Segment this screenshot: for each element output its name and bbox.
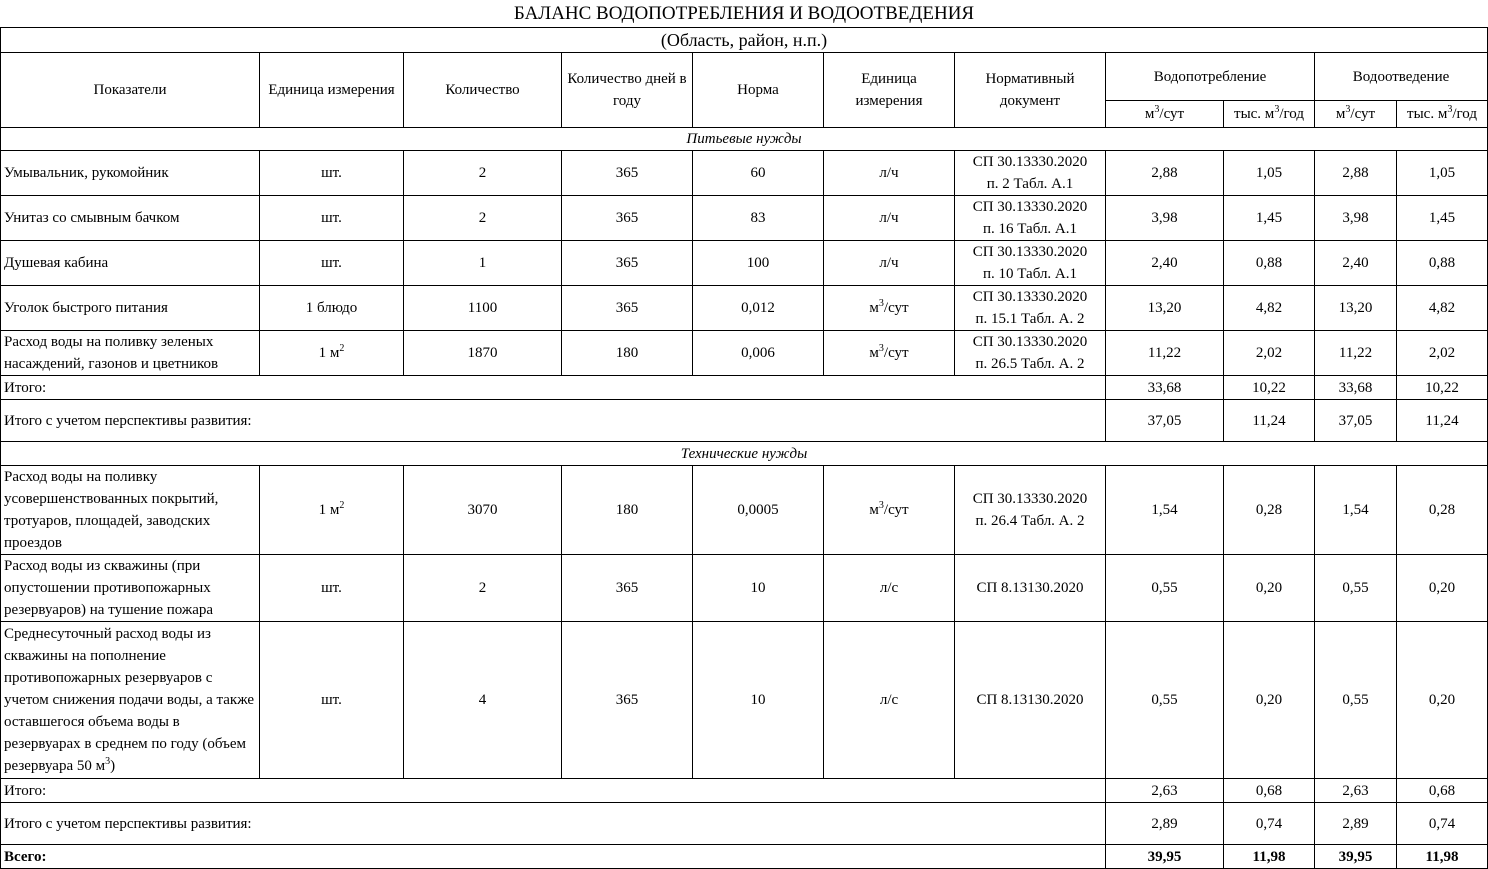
cell-consumption-day: 2,40 <box>1106 241 1224 286</box>
table-row <box>1 466 1488 555</box>
grand-total-consumption-year: 11,98 <box>1224 845 1315 869</box>
cell-norm-unit: л/ч <box>824 196 955 241</box>
cell-norm-unit: л/ч <box>824 241 955 286</box>
cell-quantity: 3070 <box>404 466 562 555</box>
cell-unit: 1 $м^2$ <box>260 331 404 376</box>
total-dev-disposal-day: 37,05 <box>1315 400 1397 442</box>
cell-disposal-day: 2,88 <box>1315 151 1397 196</box>
cell-document: СП 30.13330.2020 п. 2 Табл. А.1 <box>955 151 1106 196</box>
page-title: БАЛАНС ВОДОПОТРЕБЛЕНИЯ И ВОДООТВЕДЕНИЯ <box>1 1 1488 28</box>
cell-days: 180 <box>562 466 693 555</box>
table-row <box>1 286 1488 331</box>
total-dev-disposal-day: 2,89 <box>1315 803 1397 845</box>
total-disposal-day: 2,63 <box>1315 779 1397 803</box>
cell-days: 365 <box>562 196 693 241</box>
cell-norm: 83 <box>693 196 824 241</box>
cell-consumption-day: 13,20 <box>1106 286 1224 331</box>
table-row <box>1 196 1488 241</box>
cell-disposal-day: 0,55 <box>1315 555 1397 622</box>
total-dev-disposal-year: 0,74 <box>1397 803 1488 845</box>
header-document: Нормативный документ <box>955 53 1106 128</box>
total-row <box>1 376 1488 400</box>
cell-norm: 0,0005 <box>693 466 824 555</box>
grand-total-disposal-day: 39,95 <box>1315 845 1397 869</box>
total-label: Итого: <box>1 779 1106 803</box>
cell-norm-unit: л/с <box>824 555 955 622</box>
cell-days: 180 <box>562 331 693 376</box>
total-dev-label: Итого с учетом перспективы развития: <box>1 400 1106 442</box>
cell-consumption-year: 1,05 <box>1224 151 1315 196</box>
cell-disposal-year: 1,45 <box>1397 196 1488 241</box>
cell-norm: 0,006 <box>693 331 824 376</box>
header-norm: Норма <box>693 53 824 128</box>
header-indicator: Показатели <box>1 53 260 128</box>
cell-indicator: Унитаз со смывным бачком <box>1 196 260 241</box>
total-dev-row <box>1 400 1488 442</box>
cell-norm: 10 <box>693 555 824 622</box>
cell-disposal-day: 3,98 <box>1315 196 1397 241</box>
total-row <box>1 779 1488 803</box>
cell-disposal-day: 1,54 <box>1315 466 1397 555</box>
cell-consumption-day: 1,54 <box>1106 466 1224 555</box>
cell-consumption-year: 0,20 <box>1224 555 1315 622</box>
cell-disposal-day: 2,40 <box>1315 241 1397 286</box>
cell-days: 365 <box>562 151 693 196</box>
cell-consumption-day: 0,55 <box>1106 555 1224 622</box>
cell-days: 365 <box>562 241 693 286</box>
total-dev-disposal-year: 11,24 <box>1397 400 1488 442</box>
cell-unit: 1 $м^2$ <box>260 466 404 555</box>
cell-document: СП 8.13130.2020 <box>955 555 1106 622</box>
total-consumption-year: 10,22 <box>1224 376 1315 400</box>
cell-norm-unit: $м^3$/сут <box>824 286 955 331</box>
total-dev-consumption-day: 2,89 <box>1106 803 1224 845</box>
cell-unit: шт. <box>260 241 404 286</box>
total-consumption-year: 0,68 <box>1224 779 1315 803</box>
grand-total-disposal-year: 11,98 <box>1397 845 1488 869</box>
cell-quantity: 1870 <box>404 331 562 376</box>
cell-days: 365 <box>562 286 693 331</box>
cell-disposal-day: 11,22 <box>1315 331 1397 376</box>
cell-unit: шт. <box>260 151 404 196</box>
cell-quantity: 2 <box>404 151 562 196</box>
cell-consumption-day: 0,55 <box>1106 622 1224 779</box>
header-disposal: Водоотведение <box>1315 53 1488 101</box>
grand-total-consumption-day: 39,95 <box>1106 845 1224 869</box>
cell-norm: 100 <box>693 241 824 286</box>
cell-unit: шт. <box>260 622 404 779</box>
cell-consumption-year: 1,45 <box>1224 196 1315 241</box>
cell-days: 365 <box>562 555 693 622</box>
page-subtitle: (Область, район, н.п.) <box>1 28 1488 53</box>
cell-norm-unit: л/с <box>824 622 955 779</box>
total-dev-consumption-year: 0,74 <box>1224 803 1315 845</box>
cell-indicator: Расход воды на поливку усовершенствованных покрытий, тротуаров, площадей, заводских проездов <box>1 466 260 555</box>
table-row <box>1 331 1488 376</box>
header-unit: Единица измерения <box>260 53 404 128</box>
total-label: Итого: <box>1 376 1106 400</box>
cell-unit: 1 блюдо <box>260 286 404 331</box>
cell-disposal-day: 0,55 <box>1315 622 1397 779</box>
cell-norm-unit: $м^3$/сут <box>824 466 955 555</box>
cell-consumption-year: 0,28 <box>1224 466 1315 555</box>
header-quantity: Количество <box>404 53 562 128</box>
cell-unit: шт. <box>260 555 404 622</box>
total-disposal-year: 10,22 <box>1397 376 1488 400</box>
cell-quantity: 2 <box>404 555 562 622</box>
table-row <box>1 241 1488 286</box>
cell-disposal-year: 0,20 <box>1397 555 1488 622</box>
subheader-consumption-year: тыс. $м^3$/год <box>1224 101 1315 128</box>
cell-norm: 10 <box>693 622 824 779</box>
cell-norm-unit: $м^3$/сут <box>824 331 955 376</box>
subheader-disposal-day: $м^3$/сут <box>1315 101 1397 128</box>
total-dev-row <box>1 803 1488 845</box>
cell-consumption-day: 2,88 <box>1106 151 1224 196</box>
subheader-consumption-day: $м^3$/сут <box>1106 101 1224 128</box>
cell-document: СП 30.13330.2020 п. 15.1 Табл. А. 2 <box>955 286 1106 331</box>
cell-document: СП 30.13330.2020 п. 26.4 Табл. А. 2 <box>955 466 1106 555</box>
cell-consumption-year: 0,20 <box>1224 622 1315 779</box>
total-dev-consumption-day: 37,05 <box>1106 400 1224 442</box>
cell-norm: 0,012 <box>693 286 824 331</box>
cell-consumption-year: 2,02 <box>1224 331 1315 376</box>
cell-disposal-year: 0,88 <box>1397 241 1488 286</box>
cell-disposal-day: 13,20 <box>1315 286 1397 331</box>
cell-indicator: Среднесуточный расход воды из скважины на пополнение противопожарных резервуаров с учетом снижения подачи воды, а также оставшегося объема воды в резервуарах в среднем по году (объем резервуара 50 $м^3$) <box>1 622 260 779</box>
cell-quantity: 1 <box>404 241 562 286</box>
cell-consumption-year: 4,82 <box>1224 286 1315 331</box>
header-norm-unit: Единица измерения <box>824 53 955 128</box>
cell-document: СП 30.13330.2020 п. 16 Табл. А.1 <box>955 196 1106 241</box>
cell-quantity: 2 <box>404 196 562 241</box>
cell-disposal-year: 2,02 <box>1397 331 1488 376</box>
total-consumption-day: 2,63 <box>1106 779 1224 803</box>
cell-consumption-day: 11,22 <box>1106 331 1224 376</box>
cell-disposal-year: 0,20 <box>1397 622 1488 779</box>
table-row <box>1 151 1488 196</box>
cell-consumption-year: 0,88 <box>1224 241 1315 286</box>
subheader-disposal-year: тыс. $м^3$/год <box>1397 101 1488 128</box>
table-row <box>1 555 1488 622</box>
total-dev-consumption-year: 11,24 <box>1224 400 1315 442</box>
cell-norm-unit: л/ч <box>824 151 955 196</box>
cell-quantity: 1100 <box>404 286 562 331</box>
cell-indicator: Уголок быстрого питания <box>1 286 260 331</box>
total-disposal-year: 0,68 <box>1397 779 1488 803</box>
cell-consumption-day: 3,98 <box>1106 196 1224 241</box>
cell-disposal-year: 4,82 <box>1397 286 1488 331</box>
cell-norm: 60 <box>693 151 824 196</box>
cell-document: СП 30.13330.2020 п. 26.5 Табл. А. 2 <box>955 331 1106 376</box>
section-header-technical: Технические нужды <box>1 442 1488 466</box>
cell-indicator: Расход воды на поливку зеленых насаждений, газонов и цветников <box>1 331 260 376</box>
cell-unit: шт. <box>260 196 404 241</box>
header-days: Количество дней в году <box>562 53 693 128</box>
cell-disposal-year: 1,05 <box>1397 151 1488 196</box>
total-dev-label: Итого с учетом перспективы развития: <box>1 803 1106 845</box>
cell-document: СП 30.13330.2020 п. 10 Табл. А.1 <box>955 241 1106 286</box>
header-consumption: Водопотребление <box>1106 53 1315 101</box>
cell-quantity: 4 <box>404 622 562 779</box>
cell-indicator: Душевая кабина <box>1 241 260 286</box>
total-consumption-day: 33,68 <box>1106 376 1224 400</box>
cell-document: СП 8.13130.2020 <box>955 622 1106 779</box>
total-disposal-day: 33,68 <box>1315 376 1397 400</box>
table-row <box>1 622 1488 779</box>
grand-total-label: Всего: <box>1 845 1106 869</box>
cell-disposal-year: 0,28 <box>1397 466 1488 555</box>
section-header-drinking: Питьевые нужды <box>1 128 1488 151</box>
cell-indicator: Умывальник, рукомойник <box>1 151 260 196</box>
grand-total-row <box>1 845 1488 869</box>
cell-days: 365 <box>562 622 693 779</box>
cell-indicator: Расход воды из скважины (при опустошении противопожарных резервуаров) на тушение пожара <box>1 555 260 622</box>
